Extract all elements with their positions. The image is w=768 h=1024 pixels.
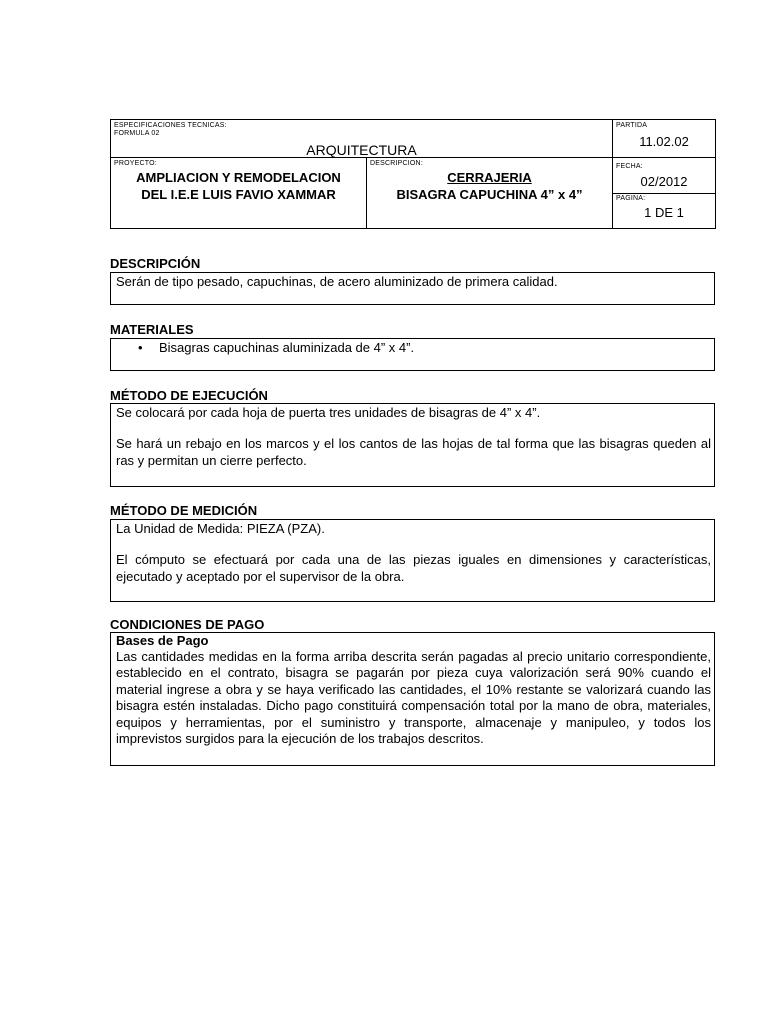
metodo-medicion-box [110,519,715,602]
descripcion-heading: DESCRIPCIÓN [110,256,201,271]
descripcion-text: Serán de tipo pesado, capuchinas, de acero aluminizado de primera calidad. [116,274,558,289]
metodo-ejecucion-p1: Se colocará por cada hoja de puerta tres unidades de bisagras de 4” x 4”. [116,405,541,420]
descripcion-line2: BISAGRA CAPUCHINA 4” x 4” [396,187,583,202]
fecha-value: 02/2012 [640,174,688,189]
pagina-value: 1 DE 1 [644,205,684,220]
partida-label: PARTIDA [616,122,648,129]
partida-value: 11.02.02 [639,134,689,149]
descripcion-line1: CERRAJERIA [447,170,532,185]
materiales-heading: MATERIALES [110,322,194,337]
proyecto-line1: AMPLIACION Y REMODELACION [136,170,341,185]
condiciones-pago-text: Las cantidades medidas en la forma arriba descrita serán pagadas al precio unitario correspondiente, establecido en el contrato, bisagra se pagarán por pieza cuya valorización será 90% cuando el material ingrese a obra y se haya verificado las cantidades, el 10% restante se valorizará cuando las bisagra estén instaladas. Dicho pago constituirá compensación total por la mano de obra, materiales, equipos y herramientas, por el suministro y transporte, almacenaje y manipuleo, y todos los imprevistos surgidos para la ejecución de los trabajos descritos. [116,649,711,747]
metodo-ejecucion-p2: Se hará un rebajo en los marcos y el los cantos de las hojas de tal forma que las bisagras queden al ras y permitan un cierre perfecto. [116,436,711,468]
metodo-ejecucion-box [110,403,715,487]
fecha-label: FECHA: [616,163,643,170]
metodo-medicion-p2: El cómputo se efectuará por cada una de las piezas iguales en dimensiones y características, ejecutado y aceptado por el supervisor de la obra. [116,552,711,584]
proyecto-label: PROYECTO: [114,160,157,167]
spec-title-cell [111,120,613,158]
metodo-ejecucion-heading: MÉTODO DE EJECUCIÓN [110,388,268,403]
materiales-list-item [116,339,714,356]
bases-pago-subheading: Bases de Pago [116,633,209,648]
bullet-icon: • [138,340,143,355]
spec-label-line2: FORMULA 02 [114,130,160,137]
descripcion-box [110,272,715,305]
condiciones-pago-box [110,632,715,766]
fecha-subcell [613,158,715,194]
proyecto-cell [111,158,367,229]
descripcion-label: DESCRIPCION: [370,160,423,167]
proyecto-line2: DEL I.E.E LUIS FAVIO XAMMAR [141,187,336,202]
fecha-pagina-cell [613,158,716,229]
pagina-label: PAGINA: [616,195,646,202]
spec-label-line1: ESPECIFICACIONES TECNICAS: [114,122,227,129]
metodo-medicion-p1: La Unidad de Medida: PIEZA (PZA). [116,521,325,536]
materiales-item-text: Bisagras capuchinas aluminizada de 4” x 4”. [159,340,415,355]
metodo-medicion-heading: MÉTODO DE MEDICIÓN [110,503,258,518]
spec-label [111,120,612,138]
page-title: ARQUITECTURA [306,142,417,158]
condiciones-pago-heading: CONDICIONES DE PAGO [110,617,265,632]
descripcion-cell [367,158,613,229]
materiales-box [110,338,715,371]
spec-header-table [110,119,716,229]
pagina-subcell [613,193,715,228]
partida-cell [613,120,716,158]
